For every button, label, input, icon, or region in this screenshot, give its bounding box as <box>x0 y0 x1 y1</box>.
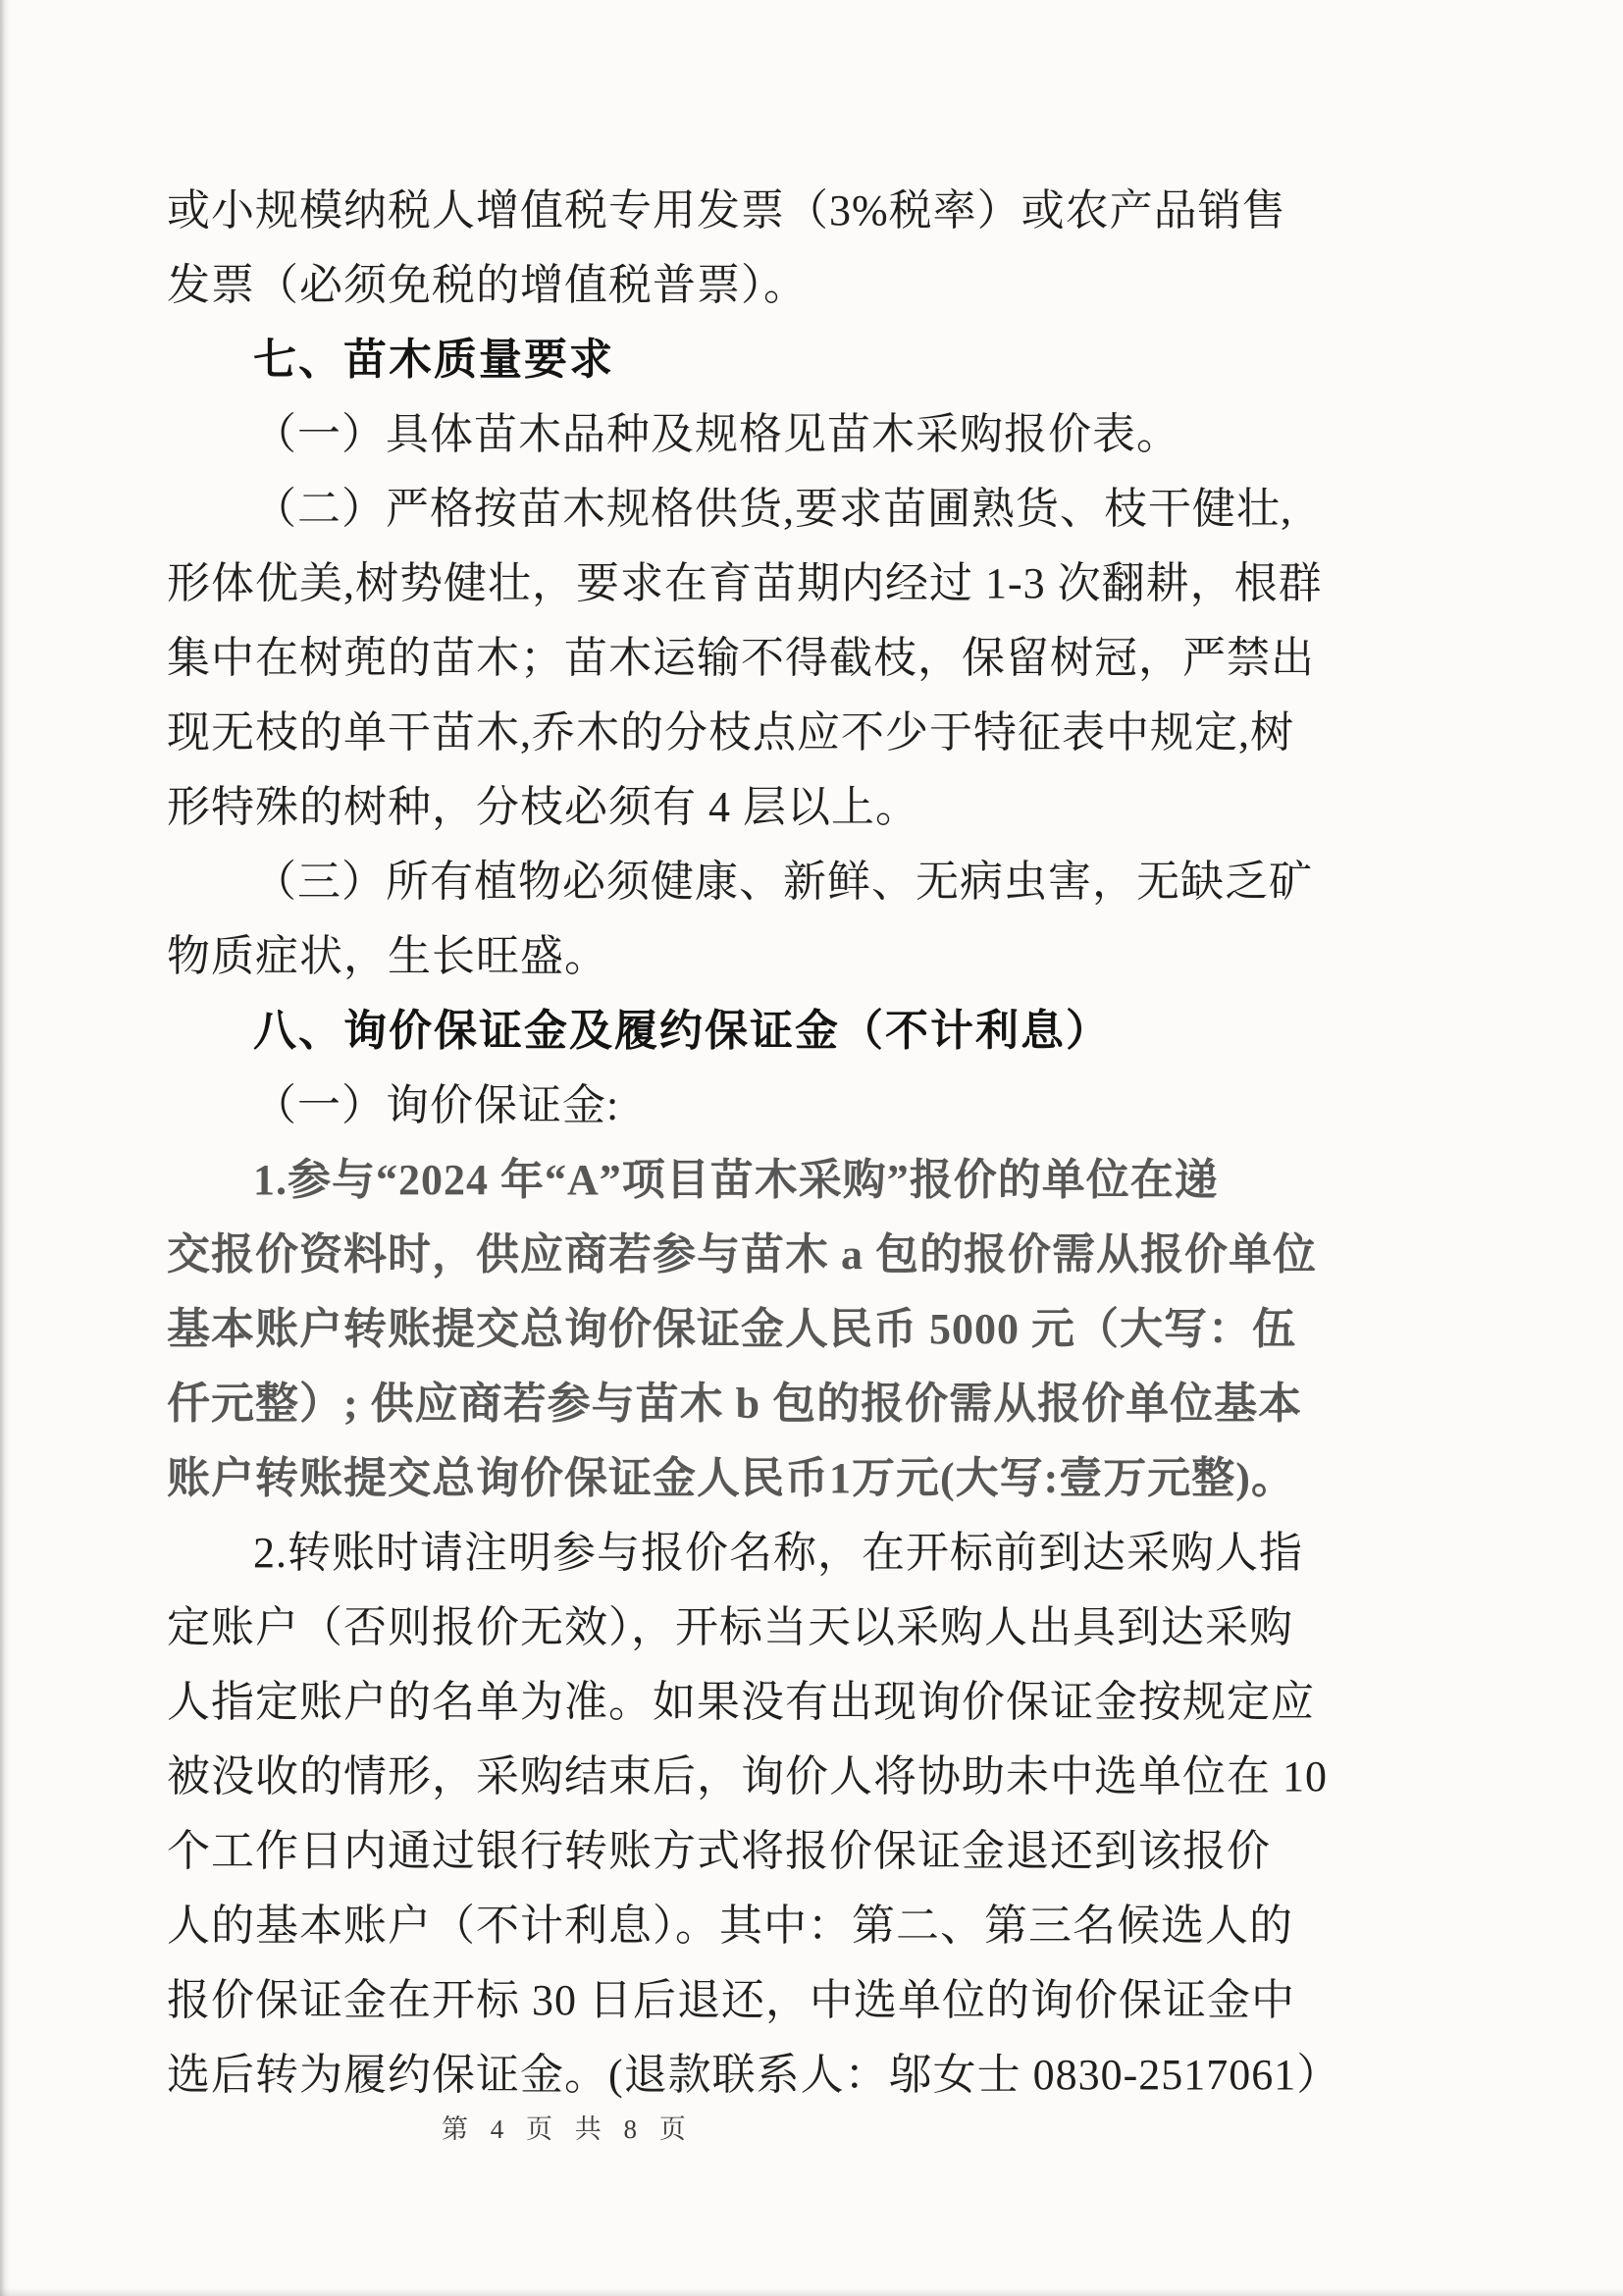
text-line: 仟元整）; 供应商若参与苗木 b 包的报价需从报价单位基本 <box>167 1380 1303 1428</box>
text-line: 报价保证金在开标 30 日后退还，中选单位的询价保证金中 <box>167 1976 1295 2024</box>
text-line: 八、询价保证金及履约保证金（不计利息） <box>253 1007 1111 1055</box>
text-line: 物质症状，生长旺盛。 <box>167 932 608 980</box>
text-line: 交报价资料时，供应商若参与苗木 a 包的报价需从报价单位 <box>167 1230 1317 1278</box>
page-footer: 第 4 页 共 8 页 <box>442 2114 694 2144</box>
text-line: （三）所有植物必须健康、新鲜、无病虫害，无缺乏矿 <box>253 858 1313 906</box>
text-line: 定账户（否则报价无效），开标当天以采购人出具到达采购 <box>167 1603 1293 1651</box>
text-line: 形特殊的树种，分枝必须有 4 层以上。 <box>167 783 919 831</box>
text-line: 集中在树蔸的苗木；苗木运输不得截枝，保留树冠，严禁出 <box>167 634 1315 682</box>
text-line: 1.参与“2024 年“A”项目苗木采购”报价的单位在递 <box>253 1156 1219 1204</box>
text-line: 被没收的情形，采购结束后，询价人将协助未中选单位在 10 <box>167 1752 1328 1800</box>
text-line: 或小规模纳税人增值税专用发票（3%税率）或农产品销售 <box>167 186 1286 235</box>
text-line: 形体优美,树势健壮，要求在育苗期内经过 1-3 次翻耕，根群 <box>167 559 1323 607</box>
text-line: 个工作日内通过银行转账方式将报价保证金退还到该报价 <box>167 1827 1271 1875</box>
text-line: 发票（必须免税的增值税普票）。 <box>167 261 808 309</box>
text-line: 人指定账户的名单为准。如果没有出现询价保证金按规定应 <box>167 1678 1315 1726</box>
text-line: （一）具体苗木品种及规格见苗木采购报价表。 <box>253 410 1180 458</box>
text-line: 人的基本账户（不计利息）。其中：第二、第三名候选人的 <box>167 1902 1293 1950</box>
text-line: 2.转账时请注明参与报价名称，在开标前到达采购人指 <box>253 1529 1303 1577</box>
text-line: 现无枝的单干苗木,乔木的分枝点应不少于特征表中规定,树 <box>167 708 1294 757</box>
text-line: 基本账户转账提交总询价保证金人民币 5000 元（大写：伍 <box>167 1305 1296 1353</box>
text-line: 七、苗木质量要求 <box>253 336 614 384</box>
text-line: 选后转为履约保证金。(退款联系人：邬女士 0830-2517061） <box>167 2051 1341 2099</box>
text-line: （一）询价保证金: <box>253 1081 620 1129</box>
text-line: 账户转账提交总询价保证金人民币1万元(大写:壹万元整)。 <box>167 1454 1295 1502</box>
scan-edge-shadow-left <box>0 0 10 2296</box>
scan-edge-shadow-bottom <box>0 2288 1623 2296</box>
document-body <box>167 174 1341 2113</box>
text-line: （二）严格按苗木规格供货,要求苗圃熟货、枝干健壮, <box>253 485 1292 533</box>
